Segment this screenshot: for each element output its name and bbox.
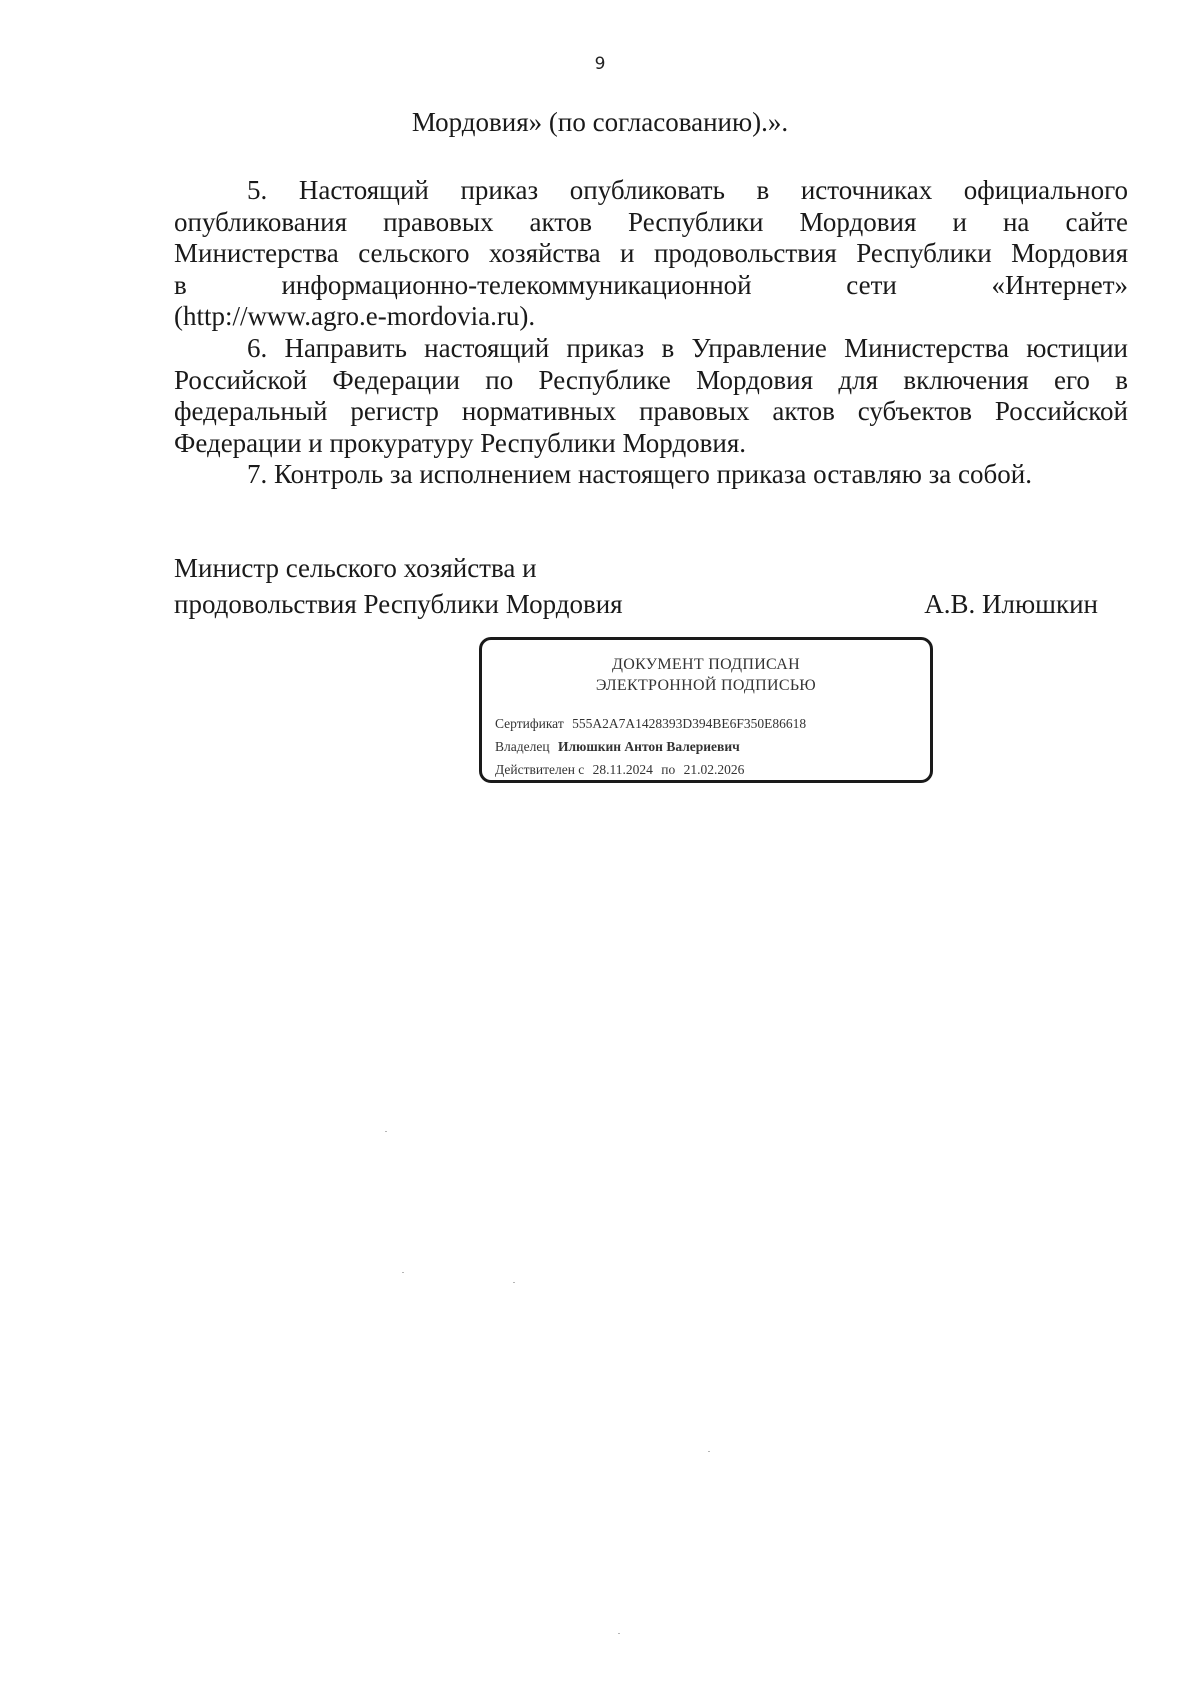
- paragraph-5-line-5: (http://www.agro.e-mordovia.ru).: [174, 301, 536, 332]
- scan-speck: [618, 1633, 620, 1634]
- signature-block: [174, 550, 1128, 622]
- stamp-valid-from: 28.11.2024: [592, 762, 653, 777]
- paragraph-5: [174, 175, 1128, 333]
- stamp-valid-to-label: по: [661, 762, 676, 777]
- signer-name: А.В. Илюшкин: [924, 589, 1098, 619]
- paragraph-6-line-3: федеральный регистр нормативных правовых актов субъектов Российской: [174, 396, 1128, 427]
- signer-title-line-1: Министр сельского хозяйства и: [174, 553, 537, 583]
- stamp-owner-row: [495, 738, 740, 756]
- stamp-certificate-row: [495, 715, 806, 733]
- paragraph-5-line-2: опубликования правовых актов Республики Мордовия и на сайте: [174, 206, 1128, 237]
- stamp-valid-label: Действителен с: [495, 762, 585, 777]
- scan-speck: [513, 1282, 515, 1283]
- scan-speck: [708, 1451, 710, 1452]
- paragraph-7: 7. Контроль за исполнением настоящего приказа оставляю за собой.: [247, 459, 1032, 490]
- stamp-header-line-2: ЭЛЕКТРОННОЙ ПОДПИСЬЮ: [595, 677, 817, 694]
- continuation-line: Мордовия» (по согласованию).».: [411, 107, 789, 137]
- electronic-signature-stamp: [479, 637, 933, 783]
- stamp-header: [482, 654, 930, 696]
- paragraph-6-line-2: Российской Федерации по Республике Мордовия для включения его в: [174, 364, 1128, 395]
- stamp-owner-value: Илюшкин Антон Валериевич: [557, 739, 740, 754]
- scan-speck: [385, 1131, 387, 1132]
- signer-title-line-2: продовольствия Республики Мордовия: [174, 589, 623, 619]
- stamp-valid-to: 21.02.2026: [683, 762, 745, 777]
- paragraph-5-line-3: Министерства сельского хозяйства и продовольствия Республики Мордовия: [174, 238, 1128, 269]
- stamp-header-line-1: ДОКУМЕНТ ПОДПИСАН: [612, 656, 800, 673]
- paragraph-6-line-4: Федерации и прокуратуру Республики Мордовия.: [174, 427, 747, 458]
- stamp-certificate-value: 555A2A7A1428393D394BE6F350E86618: [572, 716, 807, 731]
- page-number: 9: [594, 54, 606, 74]
- document-body: [174, 175, 1128, 491]
- paragraph-5-line-4: в информационно-телекоммуникационной сети «Интернет»: [174, 269, 1128, 300]
- stamp-validity-row: [495, 761, 744, 779]
- paragraph-6: [174, 333, 1128, 459]
- stamp-certificate-label: Сертификат: [495, 716, 564, 731]
- paragraph-6-line-1: 6. Направить настоящий приказ в Управление Министерства юстиции: [247, 332, 1128, 363]
- scan-speck: [402, 1272, 404, 1273]
- stamp-owner-label: Владелец: [495, 739, 550, 754]
- paragraph-5-line-1: 5. Настоящий приказ опубликовать в источниках официального: [247, 175, 1128, 205]
